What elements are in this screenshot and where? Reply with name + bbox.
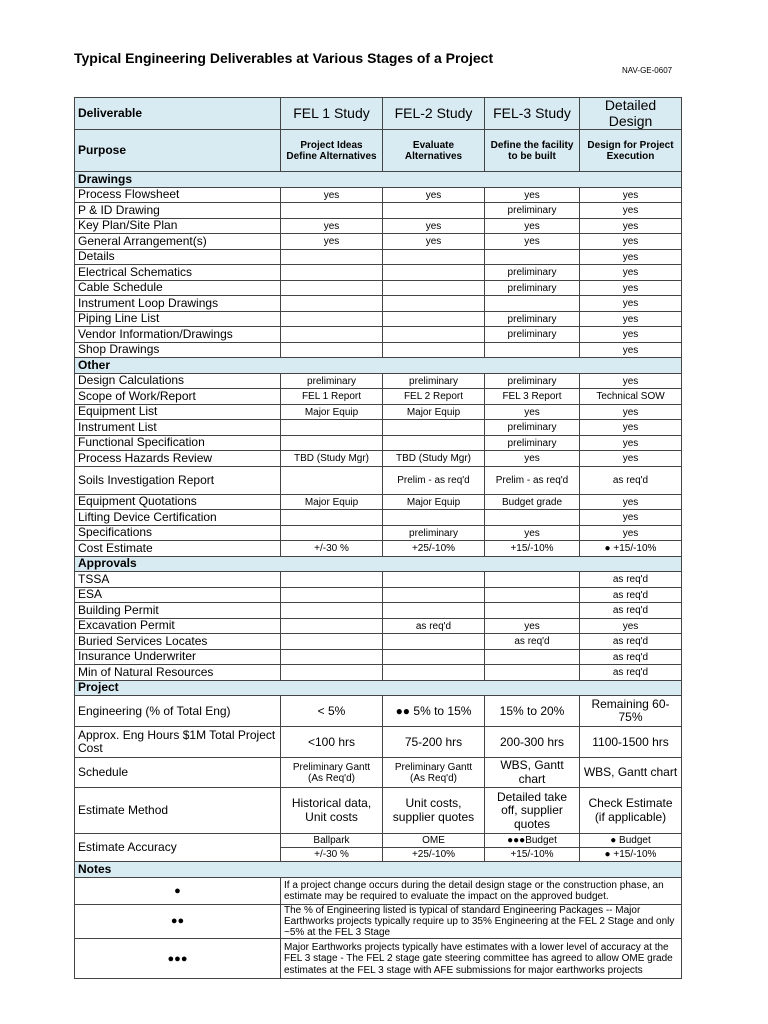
column-header-deliverable: Deliverable [75, 98, 281, 130]
estimate-accuracy-row [75, 834, 682, 848]
deliverable-value: yes [281, 218, 383, 234]
deliverable-value: yes [580, 494, 682, 510]
deliverable-value: FEL 3 Report [485, 389, 580, 405]
deliverable-value: as req'd [383, 618, 485, 634]
deliverable-value: yes [485, 187, 580, 203]
deliverable-value [383, 420, 485, 436]
deliverable-label: Insurance Underwriter [75, 649, 281, 665]
deliverable-value [281, 249, 383, 265]
deliverable-value: preliminary [485, 265, 580, 281]
project-value: WBS, Gantt chart [580, 758, 682, 788]
deliverable-value [281, 435, 383, 451]
other-row [75, 510, 682, 526]
deliverable-label: Key Plan/Site Plan [75, 218, 281, 234]
deliverable-value: ● +15/-10% [580, 541, 682, 557]
drawings-section-header [75, 172, 682, 188]
other-row [75, 525, 682, 541]
deliverable-value: yes [485, 234, 580, 250]
deliverable-value: TBD (Study Mgr) [281, 451, 383, 467]
deliverable-value: preliminary [485, 420, 580, 436]
deliverable-value [281, 665, 383, 681]
deliverable-label: Equipment List [75, 404, 281, 420]
deliverable-label: Min of Natural Resources [75, 665, 281, 681]
deliverable-value [281, 572, 383, 588]
deliverable-label: Cost Estimate [75, 541, 281, 557]
deliverable-label: Excavation Permit [75, 618, 281, 634]
deliverable-value [281, 525, 383, 541]
project-value: ●● 5% to 15% [383, 696, 485, 727]
project-value: Preliminary Gantt (As Req'd) [281, 758, 383, 788]
estimate-accuracy-range: +25/-10% [383, 848, 485, 862]
approvals-row [75, 572, 682, 588]
approvals-row [75, 649, 682, 665]
deliverable-value [485, 342, 580, 358]
deliverable-value: +25/-10% [383, 541, 485, 557]
deliverable-label: Electrical Schematics [75, 265, 281, 281]
drawings-section-label: Drawings [75, 172, 682, 188]
deliverable-value [485, 587, 580, 603]
deliverable-value [281, 327, 383, 343]
project-value: <100 hrs [281, 727, 383, 758]
deliverable-value [383, 665, 485, 681]
deliverable-value: preliminary [485, 203, 580, 219]
deliverable-value [383, 587, 485, 603]
drawings-row [75, 342, 682, 358]
project-label: Schedule [75, 758, 281, 788]
deliverable-label: Functional Specification [75, 435, 281, 451]
deliverable-value: +15/-10% [485, 541, 580, 557]
deliverable-value: as req'd [580, 572, 682, 588]
deliverable-value: yes [580, 296, 682, 312]
deliverable-value: yes [580, 234, 682, 250]
other-row [75, 466, 682, 494]
purpose-label: Purpose [75, 130, 281, 172]
deliverable-value: preliminary [485, 435, 580, 451]
deliverable-value: Major Equip [383, 494, 485, 510]
deliverable-value [281, 510, 383, 526]
approvals-row [75, 603, 682, 619]
estimate-accuracy-range: +15/-10% [485, 848, 580, 862]
project-value: Preliminary Gantt (As Req'd) [383, 758, 485, 788]
project-value: 200-300 hrs [485, 727, 580, 758]
deliverable-value: preliminary [383, 525, 485, 541]
deliverable-value [383, 265, 485, 281]
deliverable-value: yes [580, 187, 682, 203]
deliverable-value [281, 466, 383, 494]
deliverable-value [281, 203, 383, 219]
project-section-header [75, 680, 682, 696]
column-header-fel3: FEL-3 Study [485, 98, 580, 130]
approvals-row [75, 618, 682, 634]
project-value: 75-200 hrs [383, 727, 485, 758]
deliverable-value [485, 249, 580, 265]
deliverable-value: Major Equip [383, 404, 485, 420]
deliverable-value [485, 603, 580, 619]
other-row [75, 389, 682, 405]
deliverable-value: TBD (Study Mgr) [383, 451, 485, 467]
deliverable-value [383, 603, 485, 619]
deliverable-label: Scope of Work/Report [75, 389, 281, 405]
deliverable-value: yes [580, 373, 682, 389]
deliverable-label: Instrument Loop Drawings [75, 296, 281, 312]
deliverable-value: Major Equip [281, 494, 383, 510]
deliverable-label: Soils Investigation Report [75, 466, 281, 494]
deliverable-value: yes [580, 420, 682, 436]
deliverable-value: preliminary [383, 373, 485, 389]
purpose-value: Define the facility to be built [485, 130, 580, 172]
deliverable-value [485, 665, 580, 681]
project-value: 1100-1500 hrs [580, 727, 682, 758]
deliverable-value: yes [580, 451, 682, 467]
deliverable-label: Specifications [75, 525, 281, 541]
other-row [75, 494, 682, 510]
deliverable-value [485, 510, 580, 526]
project-value: WBS, Gantt chart [485, 758, 580, 788]
drawings-row [75, 311, 682, 327]
page-title: Typical Engineering Deliverables at Various Stages of a Project [74, 50, 494, 66]
estimate-accuracy-grade: ● Budget [580, 834, 682, 848]
deliverable-value: yes [485, 525, 580, 541]
deliverable-value: yes [580, 218, 682, 234]
drawings-row [75, 203, 682, 219]
deliverable-value: Prelim - as req'd [485, 466, 580, 494]
deliverable-value: as req'd [580, 634, 682, 650]
deliverable-value [383, 510, 485, 526]
deliverable-value: as req'd [580, 587, 682, 603]
column-header-fel2: FEL-2 Study [383, 98, 485, 130]
document-id: NAV-GE-0607 [622, 66, 673, 75]
other-row [75, 451, 682, 467]
deliverable-value: yes [580, 510, 682, 526]
deliverables-table [74, 97, 682, 979]
project-value: Historical data, Unit costs [281, 788, 383, 834]
approvals-row [75, 665, 682, 681]
deliverable-value: as req'd [580, 466, 682, 494]
deliverable-value: yes [281, 187, 383, 203]
deliverable-label: ESA [75, 587, 281, 603]
deliverable-label: Vendor Information/Drawings [75, 327, 281, 343]
approvals-row [75, 634, 682, 650]
notes-section-label: Notes [75, 862, 682, 878]
project-value: Remaining 60-75% [580, 696, 682, 727]
estimate-accuracy-grade: OME [383, 834, 485, 848]
drawings-row [75, 280, 682, 296]
project-label: Engineering (% of Total Eng) [75, 696, 281, 727]
estimate-accuracy-grade: Ballpark [281, 834, 383, 848]
deliverable-value [485, 296, 580, 312]
estimate-accuracy-label: Estimate Accuracy [75, 834, 281, 862]
approvals-section-header [75, 556, 682, 572]
deliverable-value: yes [580, 618, 682, 634]
deliverable-value [383, 634, 485, 650]
deliverable-value: yes [580, 280, 682, 296]
estimate-accuracy-range: ● +15/-10% [580, 848, 682, 862]
other-row [75, 541, 682, 557]
drawings-row [75, 218, 682, 234]
drawings-row [75, 265, 682, 281]
other-row [75, 373, 682, 389]
project-value: 15% to 20% [485, 696, 580, 727]
deliverable-value [383, 203, 485, 219]
deliverable-value [383, 649, 485, 665]
deliverable-value: preliminary [485, 311, 580, 327]
other-row [75, 420, 682, 436]
project-section-label: Project [75, 680, 682, 696]
other-row [75, 435, 682, 451]
deliverable-value: as req'd [580, 649, 682, 665]
deliverable-value: Prelim - as req'd [383, 466, 485, 494]
deliverable-value [281, 649, 383, 665]
deliverable-value: Budget grade [485, 494, 580, 510]
deliverable-value: yes [580, 404, 682, 420]
deliverable-label: TSSA [75, 572, 281, 588]
deliverable-value: preliminary [485, 280, 580, 296]
header-row [75, 98, 682, 130]
other-section-header [75, 358, 682, 374]
drawings-row [75, 327, 682, 343]
deliverable-label: Equipment Quotations [75, 494, 281, 510]
deliverable-value [383, 249, 485, 265]
deliverable-label: Design Calculations [75, 373, 281, 389]
deliverable-value: yes [383, 234, 485, 250]
purpose-row [75, 130, 682, 172]
deliverable-value [383, 311, 485, 327]
estimate-accuracy-range: +/-30 % [281, 848, 383, 862]
project-label: Approx. Eng Hours $1M Total Project Cost [75, 727, 281, 758]
note-row [75, 904, 682, 939]
deliverable-value: yes [281, 234, 383, 250]
deliverable-value: yes [383, 187, 485, 203]
deliverable-label: Piping Line List [75, 311, 281, 327]
deliverable-value [281, 280, 383, 296]
deliverable-value [383, 327, 485, 343]
deliverable-value [383, 280, 485, 296]
deliverable-label: Process Flowsheet [75, 187, 281, 203]
deliverable-value: yes [580, 311, 682, 327]
deliverable-value: preliminary [281, 373, 383, 389]
deliverable-value [281, 618, 383, 634]
purpose-value: Project Ideas Define Alternatives [281, 130, 383, 172]
note-text: The % of Engineering listed is typical of standard Engineering Packages -- Major Earthworks projects typically require up to 35% Engineering at the FEL 2 Stage and only ~5% at the FEL 3 Stage [281, 904, 682, 939]
drawings-row [75, 187, 682, 203]
estimate-accuracy-grade: ●●●Budget [485, 834, 580, 848]
project-label: Estimate Method [75, 788, 281, 834]
deliverable-value: yes [580, 435, 682, 451]
note-bullet-marker: ● [75, 877, 281, 904]
project-value: Unit costs, supplier quotes [383, 788, 485, 834]
deliverable-value [485, 572, 580, 588]
deliverable-value [383, 296, 485, 312]
project-row [75, 727, 682, 758]
deliverable-value [281, 265, 383, 281]
deliverable-value [281, 420, 383, 436]
drawings-row [75, 296, 682, 312]
deliverable-value: preliminary [485, 327, 580, 343]
note-text: If a project change occurs during the detail design stage or the construction phase, an estimate may be required to evaluate the impact on the approved budget. [281, 877, 682, 904]
deliverable-label: General Arrangement(s) [75, 234, 281, 250]
notes-section-header [75, 862, 682, 878]
project-value: Detailed take off, supplier quotes [485, 788, 580, 834]
deliverable-value: yes [580, 342, 682, 358]
deliverable-value [383, 572, 485, 588]
project-row [75, 758, 682, 788]
deliverable-value: as req'd [580, 603, 682, 619]
deliverable-label: Buried Services Locates [75, 634, 281, 650]
deliverable-label: Building Permit [75, 603, 281, 619]
deliverable-label: Details [75, 249, 281, 265]
deliverable-label: P & ID Drawing [75, 203, 281, 219]
drawings-row [75, 249, 682, 265]
note-bullet-marker: ●●● [75, 939, 281, 979]
deliverable-value: +/-30 % [281, 541, 383, 557]
deliverable-label: Process Hazards Review [75, 451, 281, 467]
deliverable-value [383, 435, 485, 451]
note-bullet-marker: ●● [75, 904, 281, 939]
note-text: Major Earthworks projects typically have estimates with a lower level of accuracy at the FEL 3 stage - The FEL 2 stage gate steering committee has agreed to allow OME grade estimates at the FEL 3 stage with AFE submissions for major earthworks projects [281, 939, 682, 979]
deliverable-value [485, 649, 580, 665]
project-value: Check Estimate (if applicable) [580, 788, 682, 834]
deliverable-value: yes [580, 265, 682, 281]
drawings-row [75, 234, 682, 250]
deliverable-value: Major Equip [281, 404, 383, 420]
deliverable-value: FEL 2 Report [383, 389, 485, 405]
deliverable-value: yes [485, 618, 580, 634]
deliverable-label: Cable Schedule [75, 280, 281, 296]
column-header-fel1: FEL 1 Study [281, 98, 383, 130]
deliverable-value: yes [485, 404, 580, 420]
deliverable-value: yes [485, 451, 580, 467]
note-row [75, 877, 682, 904]
deliverable-value: yes [580, 203, 682, 219]
deliverable-value [281, 587, 383, 603]
deliverable-value [281, 634, 383, 650]
note-row [75, 939, 682, 979]
purpose-value: Evaluate Alternatives [383, 130, 485, 172]
deliverable-value [281, 342, 383, 358]
deliverable-value: yes [580, 327, 682, 343]
deliverable-value: yes [580, 525, 682, 541]
deliverable-value [281, 603, 383, 619]
deliverable-value: yes [485, 218, 580, 234]
project-row [75, 696, 682, 727]
deliverable-value: preliminary [485, 373, 580, 389]
deliverable-value: yes [580, 249, 682, 265]
other-section-label: Other [75, 358, 682, 374]
purpose-value: Design for Project Execution [580, 130, 682, 172]
project-row [75, 788, 682, 834]
deliverable-value: as req'd [580, 665, 682, 681]
deliverable-value [281, 296, 383, 312]
deliverable-value: as req'd [485, 634, 580, 650]
deliverable-label: Shop Drawings [75, 342, 281, 358]
deliverable-value: FEL 1 Report [281, 389, 383, 405]
approvals-row [75, 587, 682, 603]
column-header-detailed-design: Detailed Design [580, 98, 682, 130]
deliverable-label: Instrument List [75, 420, 281, 436]
deliverable-value [383, 342, 485, 358]
deliverable-value: yes [383, 218, 485, 234]
deliverable-value [281, 311, 383, 327]
project-value: < 5% [281, 696, 383, 727]
deliverable-value: Technical SOW [580, 389, 682, 405]
approvals-section-label: Approvals [75, 556, 682, 572]
other-row [75, 404, 682, 420]
deliverable-label: Lifting Device Certification [75, 510, 281, 526]
